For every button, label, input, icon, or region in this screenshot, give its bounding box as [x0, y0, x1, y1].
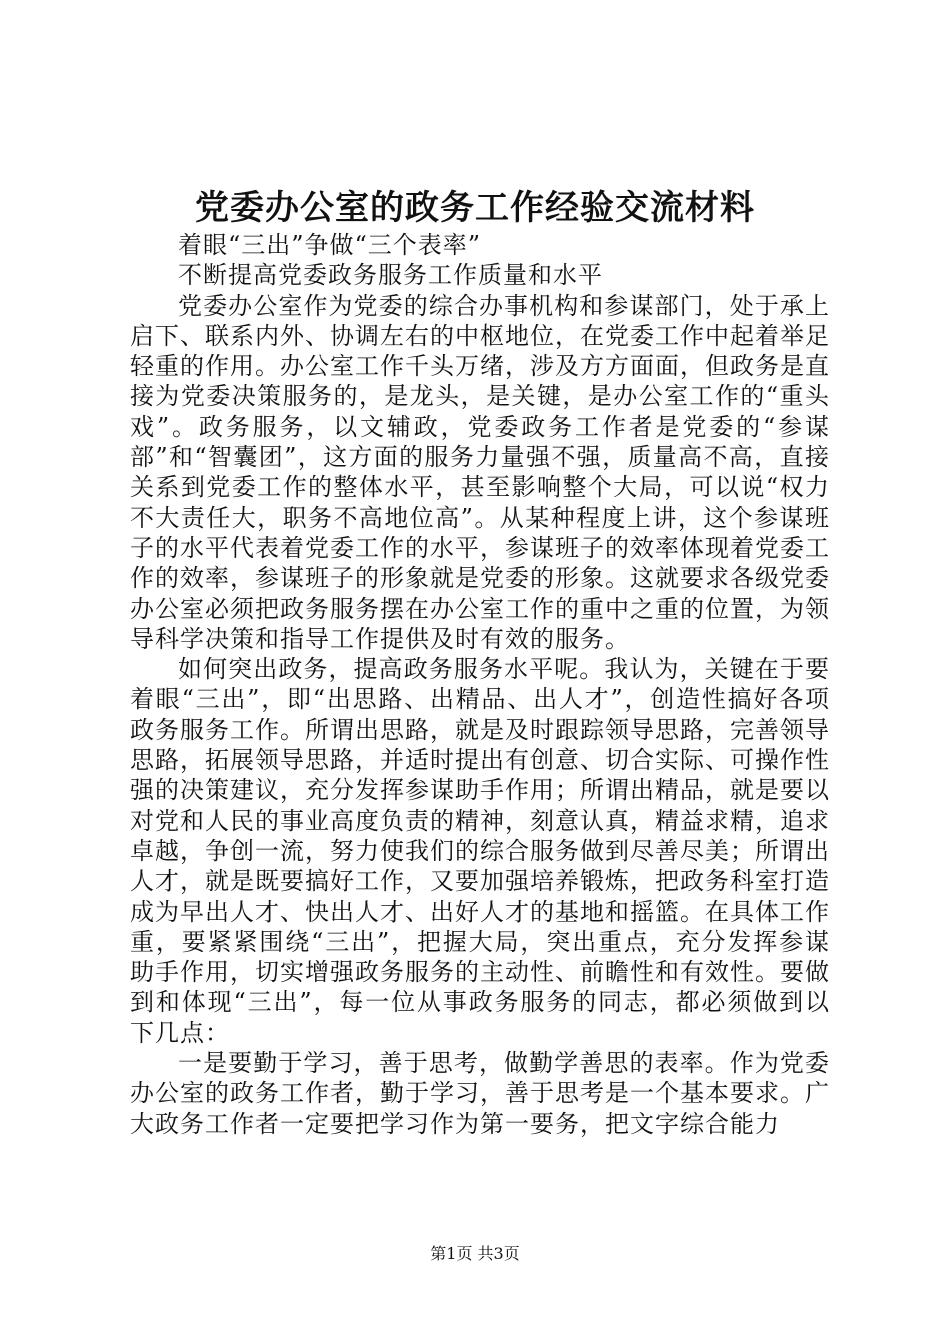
page-footer: 第1页 共3页 [430, 1244, 520, 1263]
body-paragraph: 一是要勤于学习，善于思考，做勤学善思的表率。作为党委办公室的政务工作者，勤于学习，善于思考是一个基本要求。广大政务工作者一定要把学习作为第一要务，把文字综合能力 [130, 1049, 830, 1138]
document-body [130, 230, 830, 1139]
subtitle-line: 着眼“三出”争做“三个表率” [178, 231, 482, 259]
subtitle-line: 不断提高党委政务服务工作质量和水平 [178, 261, 603, 290]
document-title: 党委办公室的政务工作经验交流材料 [195, 188, 755, 228]
body-paragraph: 党委办公室作为党委的综合办事机构和参谋部门，处于承上启下、联系内外、协调左右的中枢地位，在党委工作中起着举足轻重的作用。办公室工作千头万绪，涉及方方面面，但政务是直接为党委决策服务的，是龙头，是关键，是办公室工作的“重头戏”。政务服务，以文辅政，党委政务工作者是党委的“参谋部”和“智囊团”，这方面的服务力量强不强，质量高不高，直接关系到党委工作的整体水平，甚至影响整个大局，可以说“权力不大责任大，职务不高地位高”。从某种程度上讲，这个参谋班子的水平代表着党委工作的水平，参谋班子的效率体现着党委工作的效率，参谋班子的形象就是党委的形象。这就要求各级党委办公室必须把政务服务摆在办公室工作的重中之重的位置，为领导科学决策和指导工作提供及时有效的服务。 [130, 291, 830, 653]
body-paragraph: 如何突出政务，提高政务服务水平呢。我认为，关键在于要着眼“三出”，即“出思路、出精品、出人才”，创造性搞好各项政务服务工作。所谓出思路，就是及时跟踪领导思路，完善领导思路，拓展领导思路，并适时提出有创意、切合实际、可操作性强的决策建议，充分发挥参谋助手作用；所谓出精品，就是要以对党和人民的事业高度负责的精神，刻意认真，精益求精，追求卓越，争创一流，努力使我们的综合服务做到尽善尽美；所谓出人才，就是既要搞好工作，又要加强培养锻炼，把政务科室打造成为早出人才、快出人才、出好人才的基地和摇篮。在具体工作重，要紧紧围绕“三出”，把握大局，突出重点，充分发挥参谋助手作用，切实增强政务服务的主动性、前瞻性和有效性。要做到和体现“三出”，每一位从事政务服务的同志，都必须做到以下几点： [130, 655, 830, 1047]
